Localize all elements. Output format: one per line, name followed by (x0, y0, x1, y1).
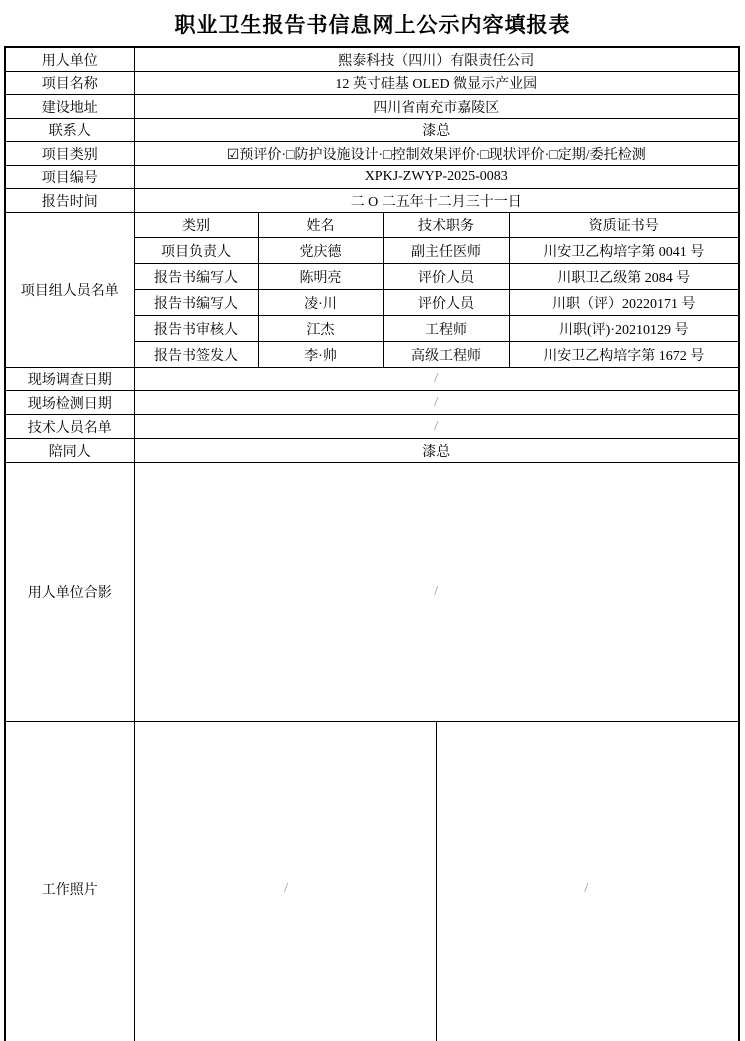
team-header-row (5, 213, 739, 238)
field-value-employer: 熙泰科技（四川）有限责任公司 (134, 47, 739, 72)
team-member-role: 报告书签发人 (134, 342, 258, 368)
team-header-name: 姓名 (258, 213, 383, 238)
field-value-tech-staff: / (134, 415, 739, 439)
team-member-title: 副主任医师 (383, 238, 509, 264)
work-photos-cell (134, 722, 739, 1041)
field-label-report-date: 报告时间 (5, 189, 134, 213)
team-member-cert: 川安卫乙构培字第 0041 号 (509, 238, 739, 264)
field-value-project-number: XPKJ-ZWYP-2025-0083 (134, 166, 739, 189)
row-project-number (5, 166, 739, 189)
team-member-role: 报告书编写人 (134, 290, 258, 316)
team-member-cert: 川安卫乙构培字第 1672 号 (509, 342, 739, 368)
team-member-name: 凌·川 (258, 290, 383, 316)
work-photos-split (137, 722, 737, 1041)
field-value-detection-date: / (134, 391, 739, 415)
row-contact (5, 119, 739, 142)
team-member-title: 工程师 (383, 316, 509, 342)
field-value-report-date: 二 O 二五年十二月三十一日 (134, 189, 739, 213)
row-detection-date (5, 391, 739, 415)
row-report-date (5, 189, 739, 213)
team-member-title: 评价人员 (383, 264, 509, 290)
team-member-cert: 川职(评)·20210129 号 (509, 316, 739, 342)
row-employer (5, 47, 739, 72)
team-member-title: 高级工程师 (383, 342, 509, 368)
field-label-tech-staff: 技术人员名单 (5, 415, 134, 439)
field-label-employer: 用人单位 (5, 47, 134, 72)
field-label-survey-date: 现场调查日期 (5, 368, 134, 391)
team-member-cert: 川职卫乙级第 2084 号 (509, 264, 739, 290)
field-label-project-name: 项目名称 (5, 72, 134, 95)
field-label-project-category: 项目类别 (5, 142, 134, 166)
field-value-accompany: 漆总 (134, 439, 739, 463)
field-label-group-photo: 用人单位合影 (5, 463, 134, 722)
team-header-cert: 资质证书号 (509, 213, 739, 238)
work-photo-placeholder-right: / (436, 722, 736, 1041)
page-title: 职业卫生报告书信息网上公示内容填报表 (174, 14, 571, 37)
row-work-photos (5, 722, 739, 1041)
field-value-survey-date: / (134, 368, 739, 391)
field-label-accompany: 陪同人 (5, 439, 134, 463)
field-value-contact: 漆总 (134, 119, 739, 142)
team-member-name: 党庆德 (258, 238, 383, 264)
team-member-name: 陈明亮 (258, 264, 383, 290)
report-form-table (4, 46, 740, 1041)
row-group-photo (5, 463, 739, 722)
field-value-address: 四川省南充市嘉陵区 (134, 95, 739, 119)
field-label-work-photos: 工作照片 (5, 722, 134, 1041)
field-label-team: 项目组人员名单 (5, 213, 134, 368)
field-label-contact: 联系人 (5, 119, 134, 142)
group-photo-placeholder: / (134, 463, 739, 722)
row-project-category (5, 142, 739, 166)
team-member-title: 评价人员 (383, 290, 509, 316)
team-member-role: 报告书审核人 (134, 316, 258, 342)
field-value-project-name: 12 英寸硅基 OLED 微显示产业园 (134, 72, 739, 95)
field-label-address: 建设地址 (5, 95, 134, 119)
team-member-name: 李·帅 (258, 342, 383, 368)
team-member-role: 报告书编写人 (134, 264, 258, 290)
row-tech-staff (5, 415, 739, 439)
field-label-project-number: 项目编号 (5, 166, 134, 189)
team-member-cert: 川职（评）20220171 号 (509, 290, 739, 316)
team-member-role: 项目负责人 (134, 238, 258, 264)
row-accompany (5, 439, 739, 463)
work-photo-placeholder-left: / (284, 880, 289, 896)
row-address (5, 95, 739, 119)
row-project-name (5, 72, 739, 95)
field-value-project-category: ☑预评价·□防护设施设计·□控制效果评价·□现状评价·□定期/委托检测 (134, 142, 739, 166)
field-label-detection-date: 现场检测日期 (5, 391, 134, 415)
team-header-role: 类别 (134, 213, 258, 238)
team-header-title: 技术职务 (383, 213, 509, 238)
row-survey-date (5, 368, 739, 391)
team-member-name: 江杰 (258, 316, 383, 342)
